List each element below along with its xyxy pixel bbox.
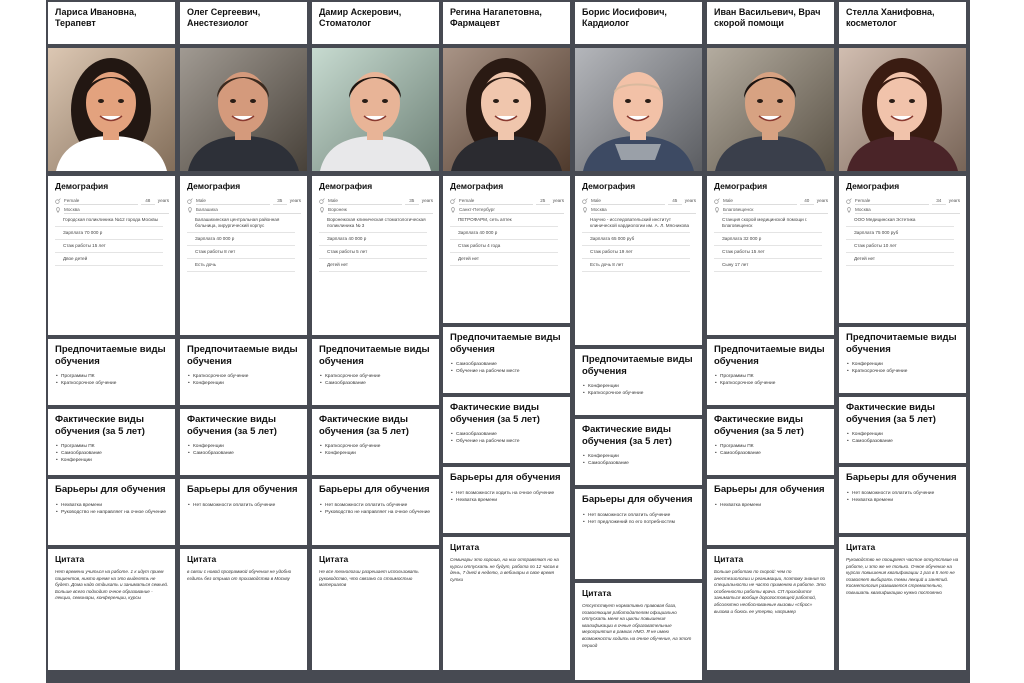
sex-field[interactable]: Female	[459, 197, 533, 205]
demographics-card	[575, 176, 702, 345]
sex-field[interactable]: Male	[591, 197, 665, 205]
actual-learning-card-title: Фактические виды обучения (за 5 лет)	[187, 414, 277, 437]
quote-title: Цитата	[450, 542, 480, 552]
quote-title: Цитата	[187, 554, 217, 564]
list-item: • Самообразование	[720, 450, 828, 457]
age-stepper[interactable]: 45	[668, 197, 682, 205]
actual-learning-card-title: Фактические виды обучения (за 5 лет)	[319, 414, 409, 437]
location-pin-icon	[846, 207, 852, 213]
city-field[interactable]: Москва	[64, 206, 169, 214]
quote-card	[575, 583, 702, 680]
list-item: • Краткосрочное обучение	[61, 380, 169, 387]
demographics-title: Демография	[450, 181, 504, 191]
portrait-photo	[839, 48, 966, 171]
list-item: • Конференции	[193, 380, 301, 387]
age-unit: years	[816, 198, 828, 203]
demographics-title: Демография	[582, 181, 636, 191]
demographics-card	[443, 176, 570, 323]
age-unit: years	[421, 198, 433, 203]
age-stepper[interactable]: 34	[932, 197, 946, 205]
quote-title: Цитата	[319, 554, 349, 564]
age-unit: years	[157, 198, 169, 203]
demographics-title: Демография	[187, 181, 241, 191]
quote-text: Руководство не поощряет частое отсутствие на работе, и это же не только. Очное обучение на курсах повышения квалификации 1 раз в 5 лет не позволяет выбирать темы лекций и занятий. Косметология развивается стремительно, повышать квалификацию нужно постоянно	[846, 557, 959, 595]
age-stepper[interactable]: 35	[273, 197, 287, 205]
demographic-detail: Стаж работы 4 года	[450, 240, 558, 253]
demographics-card	[839, 176, 966, 323]
list-item: • Краткосрочное обучение	[720, 380, 828, 387]
persona-photo	[839, 48, 966, 171]
actual-learning-card	[180, 409, 307, 475]
list-item: • Краткосрочное обучение	[325, 443, 433, 450]
persona-name: Иван Васильевич, Врач скорой помощи	[714, 7, 821, 28]
persona-photo	[575, 48, 702, 171]
demographic-detail: Зарплата 65 000 руб	[582, 233, 690, 246]
quote-title: Цитата	[846, 542, 876, 552]
persona-name-card	[48, 2, 175, 44]
list-item: • Нет возможности оплатить обучение	[193, 502, 301, 509]
quote-card	[48, 549, 175, 670]
quote-card	[180, 549, 307, 670]
actual-learning-card	[707, 409, 834, 475]
quote-text: Не все технологии разрешает использовать руководство, что связано со стоимостью материалов	[319, 569, 419, 588]
actual-learning-card-list	[55, 443, 169, 464]
list-item: • Самообразование	[61, 450, 169, 457]
gender-icon	[187, 198, 193, 204]
preferred-learning-card	[180, 339, 307, 405]
preferred-learning-card-list	[55, 373, 169, 387]
barriers-card-list	[714, 502, 828, 509]
list-item: • Конференции	[852, 361, 960, 368]
age-unit: years	[289, 198, 301, 203]
persona-photo	[312, 48, 439, 171]
barriers-card-title: Барьеры для обучения	[582, 494, 693, 505]
actual-learning-card-title: Фактические виды обучения (за 5 лет)	[55, 414, 145, 437]
persona-photo	[180, 48, 307, 171]
age-stepper[interactable]: 25	[536, 197, 550, 205]
preferred-learning-card	[312, 339, 439, 405]
demographic-detail: Стаж работы 15 лет	[55, 240, 163, 253]
list-item: • Нехватка времени	[720, 502, 828, 509]
list-item: • Самообразование	[588, 460, 696, 467]
city-field[interactable]: Балашиха	[196, 206, 301, 214]
demographic-detail: Зарплата 40 000 р	[319, 233, 427, 246]
sex-field[interactable]: Male	[328, 197, 402, 205]
persona-photo	[443, 48, 570, 171]
list-item: • Конференции	[852, 431, 960, 438]
list-item: • Самообразование	[852, 438, 960, 445]
list-item: • Программы ПК	[61, 443, 169, 450]
persona-photo	[48, 48, 175, 171]
preferred-learning-card-list	[187, 373, 301, 387]
actual-learning-card-list	[319, 443, 433, 457]
city-field[interactable]: Воронеж	[328, 206, 433, 214]
persona-name: Борис Иосифович, Кардиолог	[582, 7, 667, 28]
city-row	[187, 205, 301, 214]
gender-icon	[714, 198, 720, 204]
preferred-learning-card-list	[714, 373, 828, 387]
demographic-detail: Балашихинская центральная районная больница, хирургический корпус	[187, 214, 295, 233]
actual-learning-card-list	[582, 453, 696, 467]
list-item: • Самообразование	[456, 361, 564, 368]
demographic-detail: Зарплата 40 000 р	[450, 227, 558, 240]
demographic-detail: Стаж работы 15 лет	[714, 246, 822, 259]
list-item: • Программы ПК	[720, 443, 828, 450]
actual-learning-card-list	[846, 431, 960, 445]
preferred-learning-card-list	[582, 383, 696, 397]
demographic-detail: Есть дочь	[187, 259, 295, 272]
list-item: • Нехватка времени	[456, 497, 564, 504]
sex-age-row	[319, 196, 433, 205]
city-field[interactable]: Благовещенск	[723, 206, 828, 214]
age-stepper[interactable]: 48	[141, 197, 155, 205]
list-item: • Руководство не направляет на очное обучение	[325, 509, 433, 516]
persona-photo	[707, 48, 834, 171]
list-item: • Нет возможности оплатить обучение	[588, 512, 696, 519]
age-stepper[interactable]: 35	[405, 197, 419, 205]
persona-name-card	[443, 2, 570, 44]
barriers-card-list	[187, 502, 301, 509]
preferred-learning-card	[48, 339, 175, 405]
portrait-photo	[575, 48, 702, 171]
list-item: • Программы ПК	[720, 373, 828, 380]
sex-field[interactable]: Female	[64, 197, 138, 205]
barriers-card-list	[582, 512, 696, 526]
age-stepper[interactable]: 40	[800, 197, 814, 205]
quote-title: Цитата	[582, 588, 612, 598]
demographic-detail: Сыну 17 лет	[714, 259, 822, 272]
barriers-card-title: Барьеры для обучения	[187, 484, 298, 495]
barriers-card	[312, 479, 439, 545]
persona-board	[46, 0, 970, 683]
barriers-card-title: Барьеры для обучения	[55, 484, 166, 495]
preferred-learning-card-title: Предпочитаемые виды обучения	[55, 344, 166, 367]
actual-learning-card	[839, 397, 966, 463]
actual-learning-card-list	[450, 431, 564, 445]
list-item: • Краткосрочное обучение	[193, 373, 301, 380]
gender-icon	[319, 198, 325, 204]
sex-age-row	[187, 196, 301, 205]
actual-learning-card-list	[714, 443, 828, 457]
city-field[interactable]: Москва	[855, 206, 960, 214]
list-item: • Нет возможности оплатить обучение	[325, 502, 433, 509]
location-pin-icon	[450, 207, 456, 213]
actual-learning-card-title: Фактические виды обучения (за 5 лет)	[846, 402, 936, 425]
city-field[interactable]: Санкт-Петербург	[459, 206, 564, 214]
portrait-photo	[707, 48, 834, 171]
demographics-card	[312, 176, 439, 335]
list-item: • Нет возможности оплатить обучение	[852, 490, 960, 497]
preferred-learning-card-title: Предпочитаемые виды обучения	[714, 344, 825, 367]
barriers-card-title: Барьеры для обучения	[846, 472, 957, 483]
actual-learning-card	[443, 397, 570, 463]
demographics-card	[707, 176, 834, 335]
city-row	[714, 205, 828, 214]
sex-field[interactable]: Male	[723, 197, 797, 205]
list-item: • Самообразование	[325, 380, 433, 387]
location-pin-icon	[55, 207, 61, 213]
actual-learning-card-title: Фактические виды обучения (за 5 лет)	[450, 402, 540, 425]
demographics-title: Демография	[714, 181, 768, 191]
list-item: • Обучение на рабочем месте	[456, 368, 564, 375]
quote-text: Больше работаю по скорой: чем по анестезиологии и реанимации, поэтому знания по специальности не часто применяю в работе. Это особенности работы врача. СП приходится заниматься вообще дорогостоящей работой, абсолютно необоснованные вызовы «сброс» вызова и боюсь ее утеряю, например	[714, 569, 826, 614]
barriers-card-title: Барьеры для обучения	[714, 484, 825, 495]
demographic-detail: ООО Медицинская Эстетика	[846, 214, 954, 227]
persona-name: Регина Нагапетовна, Фармацевт	[450, 7, 542, 28]
quote-text: Нет времени учиться на работе. 1 к идут прием пациентов, никто время на это выделять не будет. Дома надо отдыхать и заниматься семьей. Больше всего подходит очное образование - лекции, семинары, конференции, курсы	[55, 569, 169, 601]
persona-name-card	[707, 2, 834, 44]
demographics-card	[48, 176, 175, 335]
persona-name-card	[839, 2, 966, 44]
location-pin-icon	[714, 207, 720, 213]
sex-field[interactable]: Male	[196, 197, 270, 205]
age-unit: years	[684, 198, 696, 203]
list-item: • Конференции	[588, 453, 696, 460]
list-item: • Обучение на рабочем месте	[456, 438, 564, 445]
quote-card	[312, 549, 439, 670]
preferred-learning-card-title: Предпочитаемые виды обучения	[450, 332, 561, 355]
list-item: • Программы ПК	[61, 373, 169, 380]
city-row	[55, 205, 169, 214]
gender-icon	[846, 198, 852, 204]
quote-card	[707, 549, 834, 670]
preferred-learning-card-title: Предпочитаемые виды обучения	[319, 344, 430, 367]
list-item: • Конференции	[588, 383, 696, 390]
demographics-title: Демография	[55, 181, 109, 191]
persona-name: Дамир Аскерович, Стоматолог	[319, 7, 402, 28]
demographic-detail: ПЕТРОФАРМ, сеть аптек	[450, 214, 558, 227]
barriers-card	[443, 467, 570, 533]
list-item: • Краткосрочное обучение	[588, 390, 696, 397]
barriers-card-title: Барьеры для обучения	[450, 472, 561, 483]
portrait-photo	[48, 48, 175, 171]
quote-title: Цитата	[714, 554, 744, 564]
city-row	[846, 205, 960, 214]
barriers-card-list	[319, 502, 433, 516]
list-item: • Конференции	[193, 443, 301, 450]
demographic-detail: Детей нет	[450, 253, 558, 266]
list-item: • Конференции	[61, 457, 169, 464]
sex-age-row	[714, 196, 828, 205]
persona-name-card	[180, 2, 307, 44]
demographic-detail: Станция скорой медицинской помощи г. Благовещенск	[714, 214, 822, 233]
persona-name: Стелла Ханифовна, косметолог	[846, 7, 935, 28]
location-pin-icon	[582, 207, 588, 213]
actual-learning-card	[48, 409, 175, 475]
list-item: • Руководство не направляет на очное обучение	[61, 509, 169, 516]
list-item: • Краткосрочное обучение	[852, 368, 960, 375]
demographics-title: Демография	[319, 181, 373, 191]
preferred-learning-card-title: Предпочитаемые виды обучения	[582, 354, 693, 377]
demographic-detail: Городская поликлиника №12 города Москвы	[55, 214, 163, 227]
list-item: • Самообразование	[456, 431, 564, 438]
demographic-detail: Научно - исследовательский институт клинической кардиологии им. А. Л. Мясникова	[582, 214, 690, 233]
location-pin-icon	[319, 207, 325, 213]
city-field[interactable]: Москва	[591, 206, 696, 214]
barriers-card	[707, 479, 834, 545]
demographic-detail: Стаж работы 8 лет	[187, 246, 295, 259]
persona-name: Лариса Ивановна, Терапевт	[55, 7, 137, 28]
demographic-detail: Двое детей	[55, 253, 163, 266]
demographic-detail: Детей нет	[319, 259, 427, 272]
list-item: • Краткосрочное обучение	[325, 373, 433, 380]
quote-card	[443, 537, 570, 670]
barriers-card-list	[450, 490, 564, 504]
barriers-card	[48, 479, 175, 545]
demographic-detail: Есть дочь 8 лет	[582, 259, 690, 272]
age-unit: years	[948, 198, 960, 203]
portrait-photo	[312, 48, 439, 171]
demographic-detail: Стаж работы 19 лет	[582, 246, 690, 259]
list-item: • Нет предложений по его потребностям	[588, 519, 696, 526]
city-row	[450, 205, 564, 214]
sex-age-row	[846, 196, 960, 205]
quote-text: Семинары это хорошо, на них отправляют но на курсы отпускать не будут, работа по 12 часов в день, 7 дней в неделю, а вебинары в свое время сутки	[450, 557, 559, 582]
preferred-learning-card-title: Предпочитаемые виды обучения	[846, 332, 957, 355]
quote-card	[839, 537, 966, 670]
actual-learning-card-title: Фактические виды обучения (за 5 лет)	[714, 414, 804, 437]
quote-text: в связи с новой программой обучения не удобно ездить без отрыва от производства в Москву	[187, 569, 292, 581]
portrait-photo	[443, 48, 570, 171]
actual-learning-card	[312, 409, 439, 475]
barriers-card-list	[55, 502, 169, 516]
actual-learning-card-list	[187, 443, 301, 457]
list-item: • Нехватка времени	[852, 497, 960, 504]
location-pin-icon	[187, 207, 193, 213]
barriers-card-title: Барьеры для обучения	[319, 484, 430, 495]
portrait-photo	[180, 48, 307, 171]
preferred-learning-card	[707, 339, 834, 405]
preferred-learning-card	[839, 327, 966, 393]
preferred-learning-card	[443, 327, 570, 393]
demographics-card	[180, 176, 307, 335]
quote-text: Отсутствует нормативно правовая база, позволяющая работодателям официально отпускать меня на циклы повышения квалификации в очные образовательные мероприятия в рамках НМО. Я не имею возможности ходить на очное обучение, на этот период	[582, 603, 692, 648]
persona-name: Олег Сергеевич, Анестезиолог	[187, 7, 261, 28]
demographic-detail: Стаж работы 5 лет	[319, 246, 427, 259]
demographic-detail: Зарплата 40 000 р	[187, 233, 295, 246]
gender-icon	[55, 198, 61, 204]
preferred-learning-card-list	[846, 361, 960, 375]
actual-learning-card	[575, 419, 702, 485]
demographic-detail: Зарплата 70 000 р	[55, 227, 163, 240]
demographic-detail: Воронежская клиническая стоматологическая поликлиника № 3	[319, 214, 427, 233]
demographic-detail: Стаж работы 10 лет	[846, 240, 954, 253]
persona-name-card	[312, 2, 439, 44]
barriers-card	[839, 467, 966, 533]
list-item: • Нехватка времени	[61, 502, 169, 509]
demographic-detail: Детей нет	[846, 253, 954, 266]
sex-age-row	[582, 196, 696, 205]
quote-title: Цитата	[55, 554, 85, 564]
gender-icon	[582, 198, 588, 204]
sex-field[interactable]: Female	[855, 197, 929, 205]
barriers-card-list	[846, 490, 960, 504]
barriers-card	[575, 489, 702, 579]
city-row	[582, 205, 696, 214]
persona-name-card	[575, 2, 702, 44]
barriers-card	[180, 479, 307, 545]
preferred-learning-card-list	[319, 373, 433, 387]
demographic-detail: Зарплата 32 000 р	[714, 233, 822, 246]
preferred-learning-card-title: Предпочитаемые виды обучения	[187, 344, 298, 367]
demographics-title: Демография	[846, 181, 900, 191]
age-unit: years	[552, 198, 564, 203]
actual-learning-card-title: Фактические виды обучения (за 5 лет)	[582, 424, 672, 447]
sex-age-row	[55, 196, 169, 205]
preferred-learning-card	[575, 349, 702, 415]
demographic-detail: Зарплата 75 000 руб	[846, 227, 954, 240]
list-item: • Нет возможности ходить на очное обучение	[456, 490, 564, 497]
preferred-learning-card-list	[450, 361, 564, 375]
list-item: • Конференции	[325, 450, 433, 457]
sex-age-row	[450, 196, 564, 205]
city-row	[319, 205, 433, 214]
list-item: • Самообразование	[193, 450, 301, 457]
gender-icon	[450, 198, 456, 204]
